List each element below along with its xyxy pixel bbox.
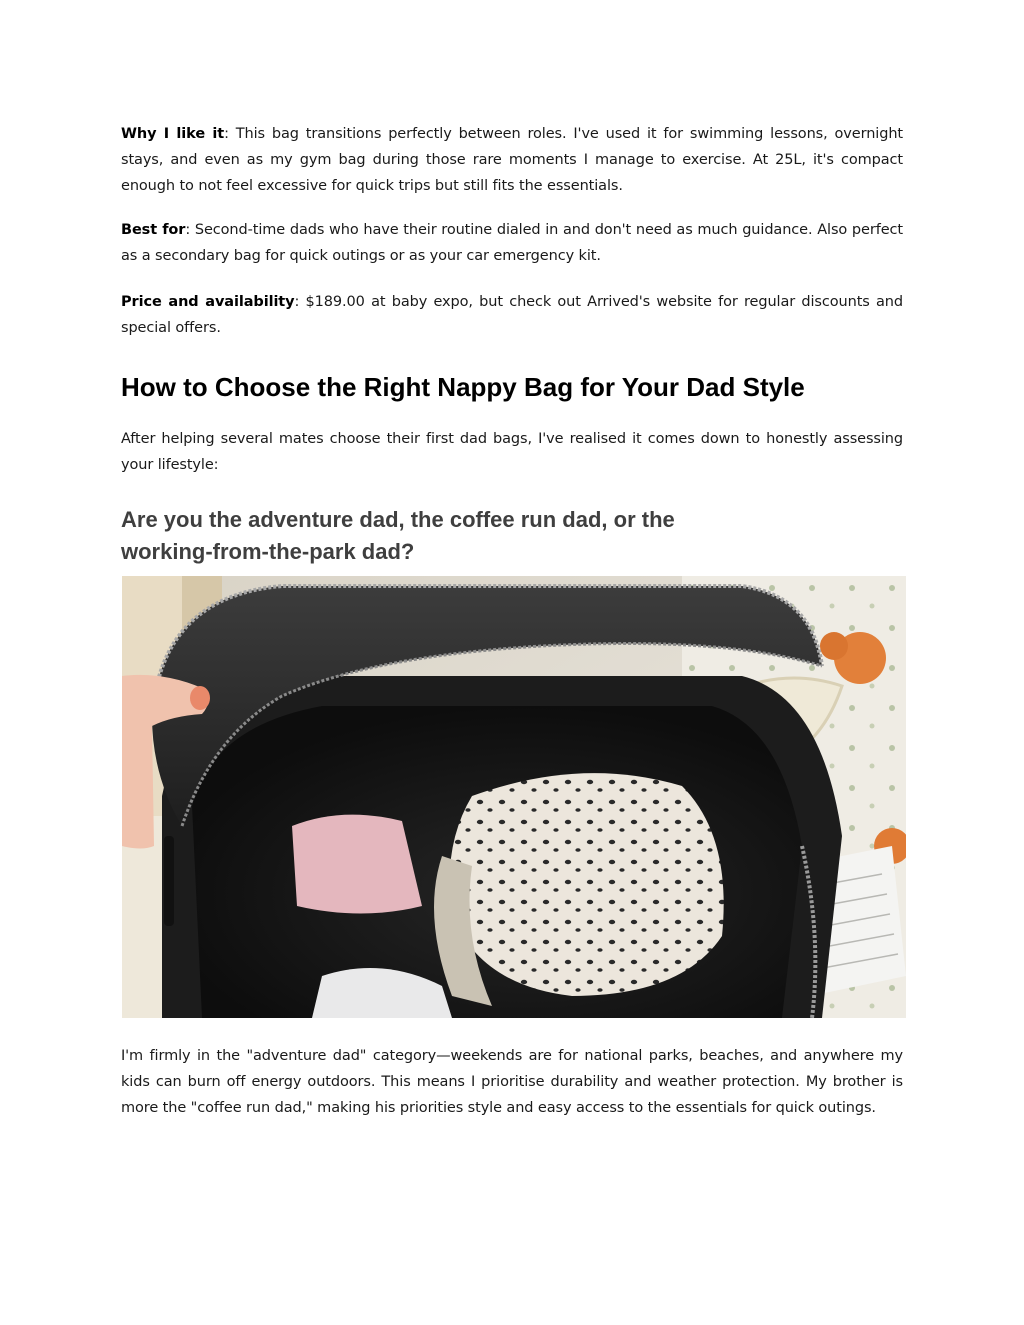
- best-label: Best for: [121, 222, 186, 238]
- subheading: Are you the adventure dad, the coffee run dad, or the working-from-the-park dad?: [121, 507, 675, 564]
- why-label: Why I like it: [121, 126, 225, 142]
- price-paragraph: [121, 289, 903, 341]
- why-i-like-it-paragraph: [121, 121, 903, 199]
- closing-paragraph: I'm firmly in the "adventure dad" category—weekends are for national parks, beaches, and anywhere my kids can burn off energy outdoors. This means I prioritise durability and weather protection. My brother is more the "coffee run dad," making his priorities style and easy access to the essentials for quick outings.: [121, 1048, 903, 1116]
- intro-paragraph: After helping several mates choose their first dad bags, I've realised it comes down to honestly assessing your lifestyle:: [121, 431, 903, 473]
- price-text: : $189.00 at baby expo, but check out Arrived's website for regular discounts and special offers.: [121, 294, 903, 336]
- why-text: : This bag transitions perfectly between roles. I've used it for swimming lessons, overnight stays, and even as my gym bag during those rare moments I manage to exercise. At 25L, it's compact enough to not feel excessive for quick trips but still fits the essentials.: [121, 126, 903, 194]
- price-label: Price and availability: [121, 294, 295, 310]
- best-text: : Second-time dads who have their routine dialed in and don't need as much guidance. Also perfect as a secondary bag for quick outings or as your car emergency kit.: [121, 222, 903, 264]
- section-heading: How to Choose the Right Nappy Bag for Your Dad Style: [121, 372, 805, 402]
- nappy-bag-photo: [122, 576, 906, 1018]
- best-for-paragraph: [121, 217, 903, 269]
